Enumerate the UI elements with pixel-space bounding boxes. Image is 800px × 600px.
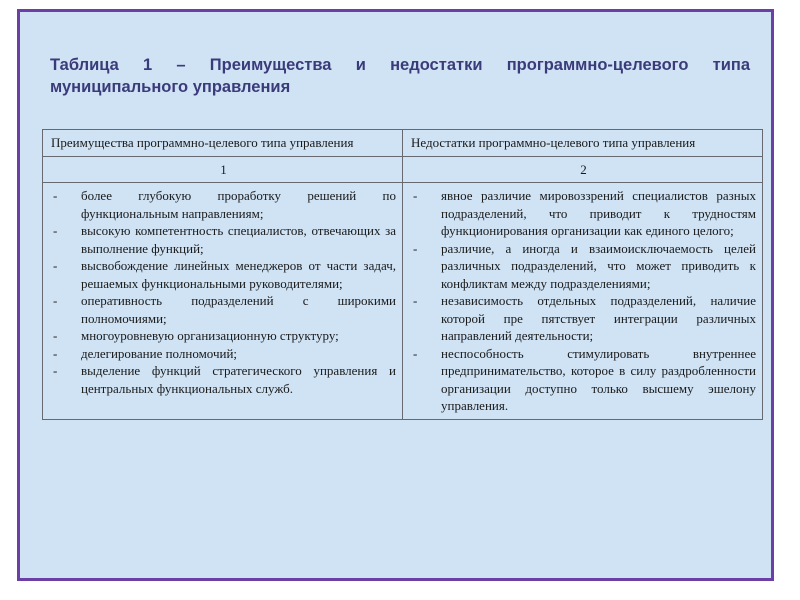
bullet-dash: - xyxy=(53,328,58,343)
advantage-item-text: высокую компетентность специалистов, отвечающих за выполнение функций; xyxy=(81,223,396,256)
content-row xyxy=(43,183,763,420)
disadvantage-item xyxy=(411,345,756,415)
disadvantage-item-text: неспособность стимулировать внутреннее предпринимательство, которое в силу раздробленности организации доступно только высшему эшелону управления. xyxy=(441,345,756,413)
bullet-dash: - xyxy=(53,345,58,361)
advantage-item-text: делегирование полномочий; xyxy=(81,345,238,361)
bullet-dash: - xyxy=(413,188,418,203)
disadvantage-item-text: независимость отдельных подразделений, наличие которой пре пятствует интеграции различных направлений деятельности; xyxy=(441,293,756,343)
bullet-dash: - xyxy=(413,240,418,256)
bullet-dash: - xyxy=(413,293,418,308)
disadvantage-item-text: различие, а иногда и взаимоисключаемость целей различных подразделений, что может приводить к конфликтам между подразделениями; xyxy=(441,240,756,291)
disadvantage-item-text: явное различие мировоззрений специалистов разных подразделений, что приводит к трудностям функционирования организации как единого целого; xyxy=(441,188,756,238)
number-row xyxy=(43,156,763,183)
advantage-item-text: выделение функций стратегического управления и центральных функциональных служб. xyxy=(81,363,396,396)
advantage-item-text: высвобождение линейных менеджеров от части задач, решаемых функциональными руководителями; xyxy=(81,258,396,291)
disadvantages-cell xyxy=(403,183,763,420)
header-disadvantages: Недостатки программно-целевого типа управления xyxy=(403,130,763,157)
bullet-dash: - xyxy=(53,293,58,308)
bullet-dash: - xyxy=(53,188,58,203)
advantage-item xyxy=(51,187,396,222)
advantage-item xyxy=(51,345,396,363)
header-advantages: Преимущества программно-целевого типа управления xyxy=(43,130,403,157)
disadvantages-list xyxy=(411,187,756,415)
advantage-item xyxy=(51,327,396,345)
disadvantage-item xyxy=(411,240,756,293)
advantage-item-text: оперативность подразделений с широкими полномочиями; xyxy=(81,293,396,326)
disadvantage-item xyxy=(411,187,756,240)
bullet-dash: - xyxy=(413,345,418,361)
advantages-list xyxy=(51,187,396,397)
header-row xyxy=(43,130,763,157)
advantage-item-text: более глубокую проработку решений по функциональным направлениям; xyxy=(81,188,396,221)
comparison-table xyxy=(42,129,763,420)
column-number-2: 2 xyxy=(403,156,763,183)
bullet-dash: - xyxy=(53,258,58,273)
advantage-item-text: многоуровневую организационную структуру; xyxy=(81,328,339,343)
advantage-item xyxy=(51,292,396,327)
advantage-item xyxy=(51,257,396,292)
advantage-item xyxy=(51,222,396,257)
advantage-item xyxy=(51,362,396,397)
table-caption: Таблица 1 – Преимущества и недостатки программно-целевого типа муниципального управления xyxy=(50,56,750,96)
bullet-dash: - xyxy=(53,363,58,378)
column-number-1: 1 xyxy=(43,156,403,183)
slide-frame xyxy=(17,9,774,581)
advantages-cell xyxy=(43,183,403,420)
disadvantage-item xyxy=(411,292,756,345)
bullet-dash: - xyxy=(53,223,58,238)
